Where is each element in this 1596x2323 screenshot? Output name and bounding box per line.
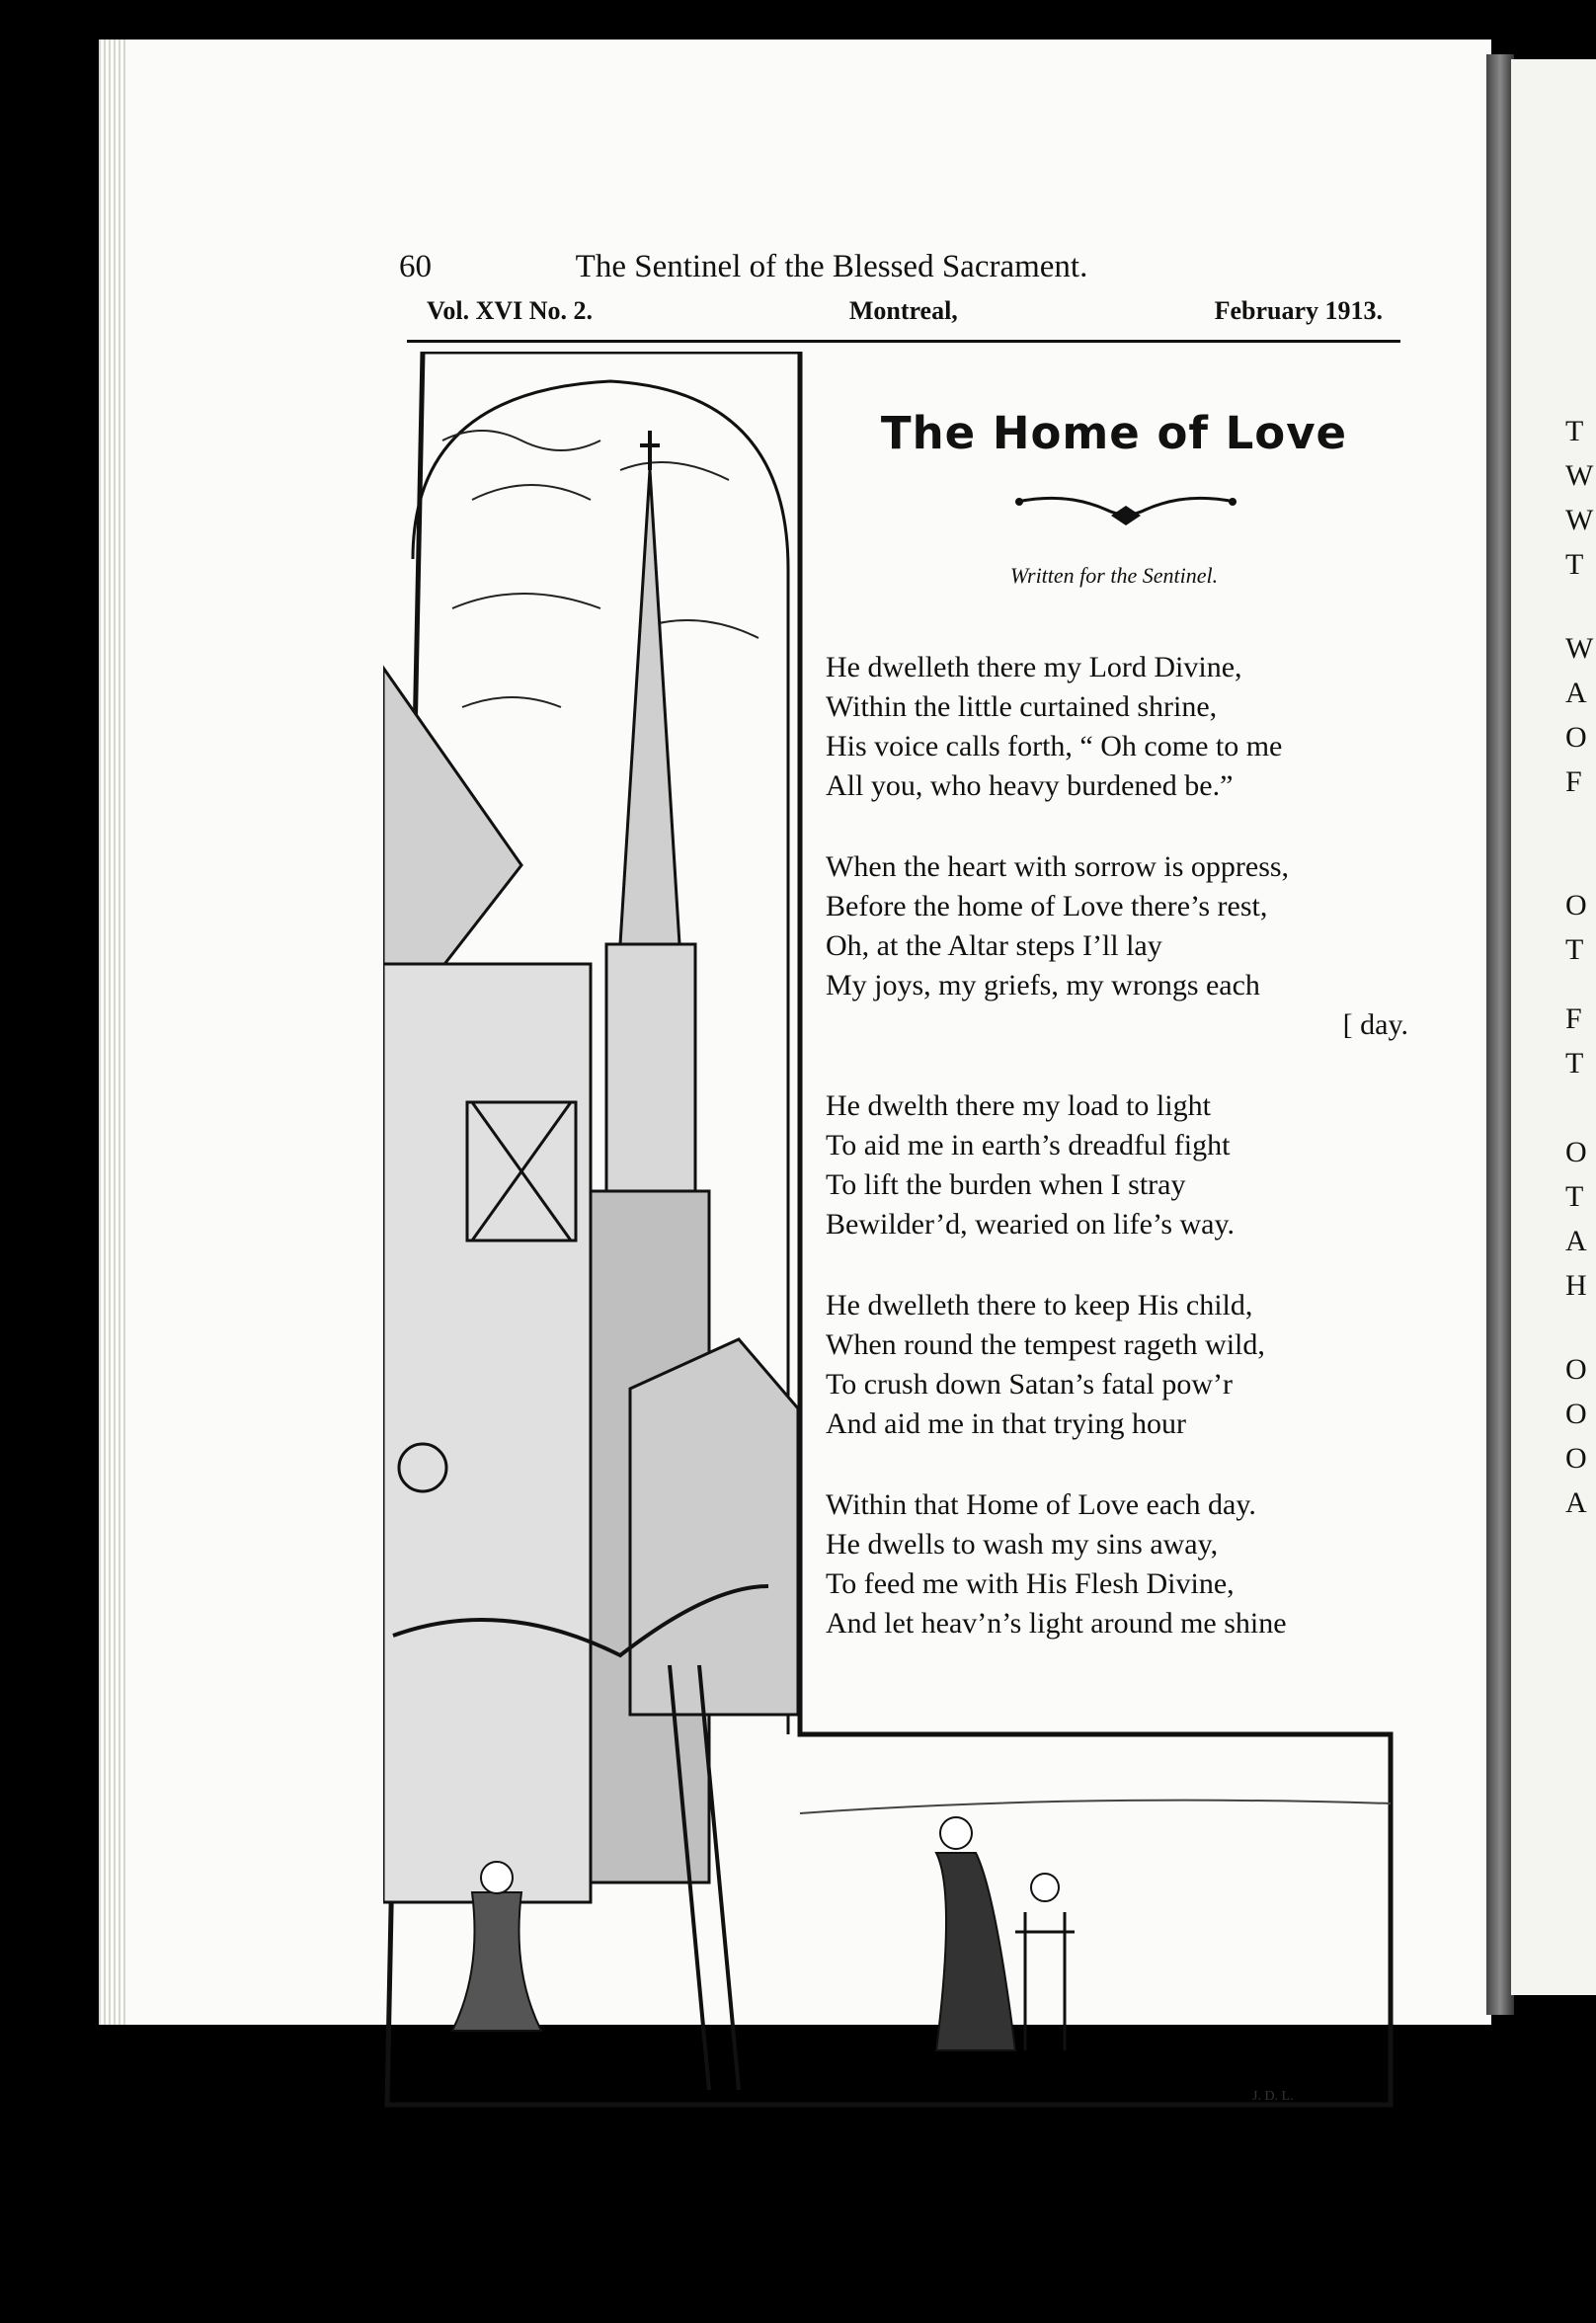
poem-line: He dwells to wash my sins away,: [826, 1528, 1219, 1561]
poem-line: Oh, at the Altar steps I’ll lay: [826, 929, 1162, 962]
page-number: 60: [399, 249, 432, 284]
poem-line: Before the home of Love there’s rest,: [826, 890, 1268, 922]
poem-line: To feed me with His Flesh Divine,: [826, 1567, 1235, 1600]
poem-stanza: [826, 648, 1418, 806]
poem-stanza: [826, 1086, 1418, 1244]
poem-title: The Home of Love: [880, 407, 1348, 459]
facing-page-fragment: T: [1565, 548, 1584, 581]
facing-page-fragment: T: [1565, 415, 1584, 447]
poem-stanza: [826, 1286, 1418, 1444]
poem-stanza: [826, 847, 1418, 1045]
book-spine: [1486, 54, 1514, 2015]
issue-date: February 1913.: [1214, 296, 1383, 325]
facing-page-fragment: W: [1565, 504, 1594, 536]
publication-title: The Sentinel of the Blessed Sacrament.: [575, 249, 1088, 284]
facing-page-fragment: T: [1565, 933, 1584, 966]
poem-line: When the heart with sorrow is oppress,: [826, 850, 1290, 883]
poem-line: My joys, my griefs, my wrongs each: [826, 969, 1260, 1001]
poem-line: He dwelleth there my Lord Divine,: [826, 651, 1242, 683]
facing-page-fragment: F: [1565, 765, 1582, 798]
title-ornament: [1007, 482, 1244, 535]
issue-line: [427, 296, 1383, 326]
facing-page-fragment: O: [1565, 721, 1587, 754]
poem-line: All you, who heavy burdened be.”: [826, 769, 1234, 802]
facing-page-fragment: W: [1565, 632, 1594, 665]
facing-page-fragment: O: [1565, 1353, 1587, 1386]
page-edges: [99, 40, 128, 2025]
facing-page-fragment: W: [1565, 459, 1594, 492]
facing-page: [1511, 59, 1596, 1995]
poem-line: And let heav’n’s light around me shine: [826, 1607, 1287, 1640]
poem-line: He dwelth there my load to light: [826, 1089, 1211, 1122]
poem-line: Bewilder’d, wearied on life’s way.: [826, 1208, 1236, 1241]
poem-line: Within that Home of Love each day.: [826, 1488, 1256, 1521]
facing-page-fragment: T: [1565, 1047, 1584, 1080]
facing-page-fragment: O: [1565, 1442, 1587, 1475]
poem-line: When round the tempest rageth wild,: [826, 1328, 1265, 1361]
running-header: [399, 249, 1205, 285]
poem-line: To aid me in earth’s dreadful fight: [826, 1129, 1231, 1162]
illustration-signature: J. D. L.: [1252, 2089, 1294, 2104]
facing-page-fragment: H: [1565, 1269, 1587, 1302]
poem-body: [826, 648, 1418, 1685]
facing-page-fragment: O: [1565, 1136, 1587, 1168]
poem-line: His voice calls forth, “ Oh come to me: [826, 730, 1283, 762]
facing-page-fragment: O: [1565, 889, 1587, 921]
volume-number: Vol. XVI No. 2.: [427, 296, 594, 325]
poem-stanza: [826, 1485, 1418, 1643]
header-rule: [407, 340, 1400, 343]
poem-line: To lift the burden when I stray: [826, 1168, 1186, 1201]
facing-page-fragment: A: [1565, 1486, 1587, 1519]
poem-line: [ day.: [1342, 1008, 1408, 1041]
poem-byline: Written for the Sentinel.: [1009, 563, 1219, 588]
facing-page-fragment: T: [1565, 1180, 1584, 1213]
issue-place: Montreal,: [848, 296, 958, 325]
facing-page-fragment: A: [1565, 677, 1587, 709]
poem-line: He dwelleth there to keep His child,: [826, 1289, 1253, 1322]
poem-line: And aid me in that trying hour: [826, 1407, 1186, 1440]
poem-line: To crush down Satan’s fatal pow’r: [826, 1368, 1233, 1401]
facing-page-fragment: O: [1565, 1398, 1587, 1430]
facing-page-fragment: A: [1565, 1225, 1587, 1257]
poem-line: Within the little curtained shrine,: [826, 690, 1218, 723]
facing-page-fragment: F: [1565, 1002, 1582, 1035]
